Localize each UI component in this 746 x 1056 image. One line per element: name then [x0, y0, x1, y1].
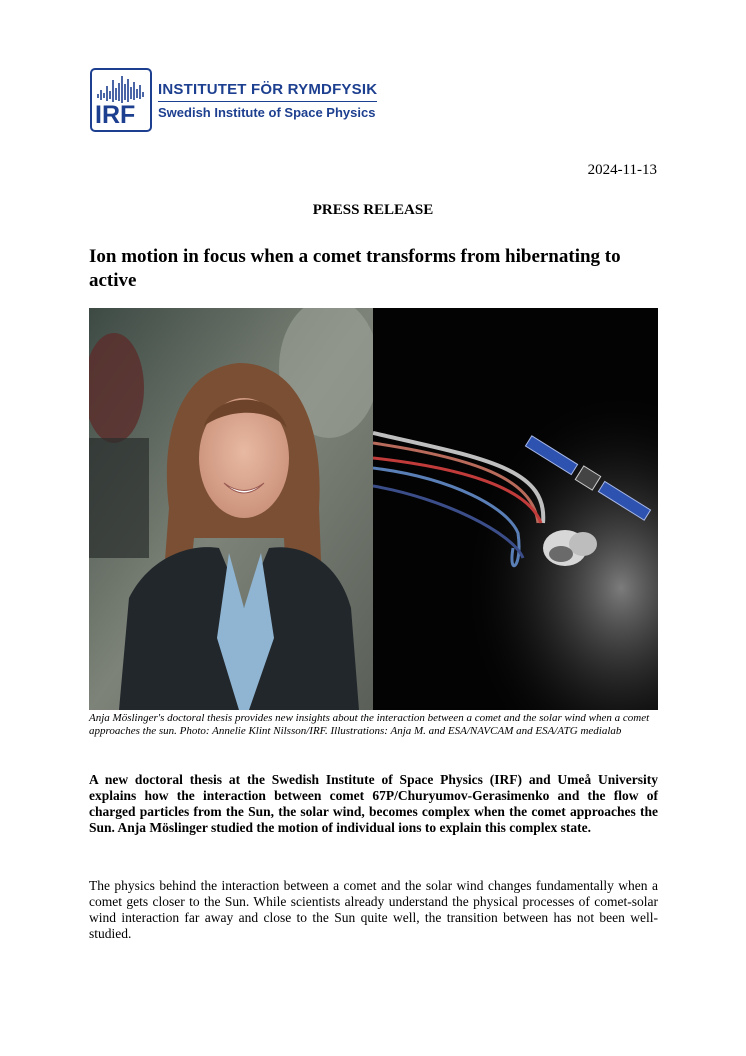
logo-abbreviation: IRF [95, 101, 136, 129]
body-paragraph: The physics behind the interaction between a comet and the solar wind changes fundamentally when a comet gets closer to the Sun. While scientists already understand the physical processes of comet-solar wind interaction far away and close to the Sun quite well, the transition between has not been well-studied. [89, 878, 658, 941]
logo-english-name: Swedish Institute of Space Physics [158, 104, 376, 120]
logo-swedish-name: INSTITUTET FÖR RYMDFYSIK [158, 81, 377, 102]
press-release-label: PRESS RELEASE [312, 202, 434, 218]
signal-waveform-icon [96, 74, 146, 104]
irf-logo-mark [90, 68, 152, 132]
page-title: Ion motion in focus when a comet transforms from hibernating to active [89, 246, 621, 291]
figure-caption: Anja Möslinger's doctoral thesis provides new insights about the interaction between a comet and the solar wind when a comet approaches the sun. Photo: Annelie Klint Nilsson/IRF. Illustrations: Anja M. and ESA/NAVCAM and ESA/ATG medialab [89, 712, 650, 737]
portrait-photo [89, 308, 373, 710]
lead-paragraph: A new doctoral thesis at the Swedish Institute of Space Physics (IRF) and Umeå University explains how the interaction between comet 67P/Churyumov-Gerasimenko and the flow of charged particles from the Sun, the solar wind, becomes complex when the comet approaches the Sun. Anja Möslinger studied the motion of individual ions to explain this complex state. [89, 772, 658, 835]
comet-illustration [373, 308, 658, 710]
release-date: 2024-11-13 [587, 162, 657, 178]
irf-logo [90, 68, 377, 132]
logo-wordmark [158, 81, 377, 120]
